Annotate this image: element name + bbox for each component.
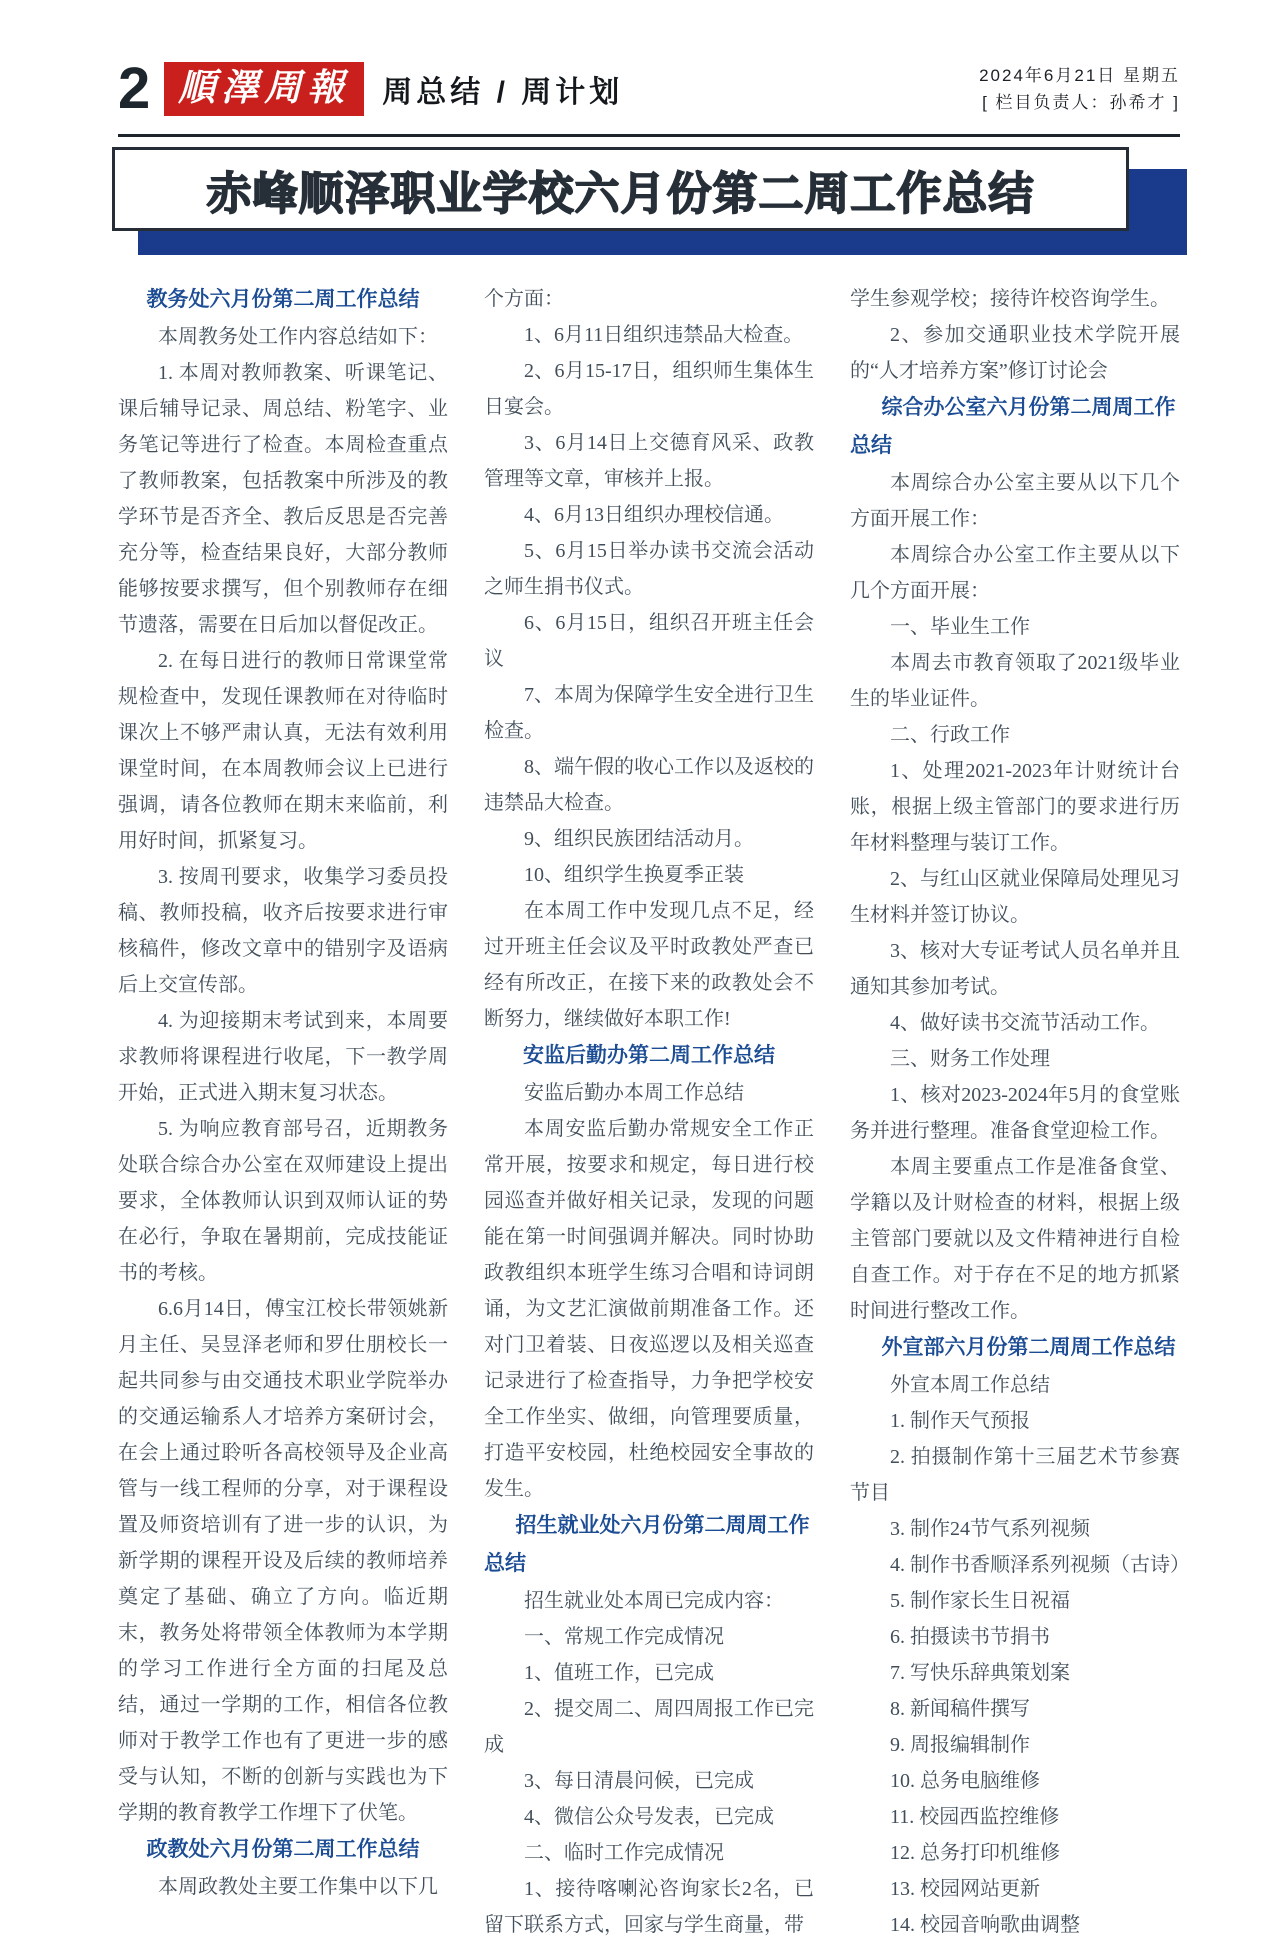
paragraph: 5. 制作家长生日祝福	[890, 1590, 1070, 1612]
paragraph: 3、6月14日上交德育风采、政教管理等文章，审核并上报。	[484, 432, 814, 490]
main-headline: 赤峰顺泽职业学校六月份第二周工作总结	[206, 167, 1035, 219]
paragraph: 8、端午假的收心工作以及返校的违禁品大检查。	[484, 756, 814, 814]
paragraph: 12. 总务打印机维修	[890, 1842, 1060, 1864]
paragraph: 本周综合办公室工作主要从以下几个方面开展：	[850, 544, 1180, 602]
paragraph: 4. 为迎接期末考试到来，本周要求教师将课程进行收尾，下一教学周开始，正式进入期末复习状态。	[118, 1010, 448, 1104]
paragraph: 10、组织学生换夏季正装	[524, 864, 744, 886]
paragraph: 3. 按周刊要求，收集学习委员投稿、教师投稿，收齐后按要求进行审核稿件，修改文章中的错别字及语病后上交宣传部。	[118, 866, 448, 996]
paragraph: 本周安监后勤办常规安全工作正常开展，按要求和规定，每日进行校园巡查并做好相关记录，发现的问题能在第一时间强调并解决。同时协助政教组织本班学生练习合唱和诗词朗诵，为文艺汇演做前期准备工作。还对门卫着装、日夜巡逻以及相关巡查记录进行了检查指导，力争把学校安全工作坐实、做细，向管理要质量，打造平安校园，杜绝校园安全事故的发生。	[484, 1118, 814, 1500]
paragraph: 5、6月15日举办读书交流会活动之师生捐书仪式。	[484, 540, 814, 598]
paragraph: 7. 写快乐辞典策划案	[890, 1662, 1070, 1684]
paragraph: 1、处理2021-2023年计财统计台账，根据上级主管部门的要求进行历年材料整理与装订工作。	[850, 760, 1180, 854]
paragraph: 2、参加交通职业技术学院开展的“人才培养方案”修订讨论会	[850, 324, 1180, 382]
paragraph: 11. 校园西监控维修	[890, 1806, 1060, 1828]
paragraph: 本周综合办公室主要从以下几个方面开展工作：	[850, 472, 1180, 530]
header-rule	[118, 134, 1180, 137]
paragraph: 1. 本周对教师教案、听课笔记、课后辅导记录、周总结、粉笔字、业务笔记等进行了检查。本周检查重点了教师教案，包括教案中所涉及的教学环节是否齐全、教后反思是否完善充分等，检查结果良好，大部分教师能够按要求撰写，但个别教师存在细节遗落，需要在日后加以督促改正。	[118, 362, 448, 636]
issue-date: 2024年6月21日 星期五	[979, 66, 1180, 85]
paragraph: 三、财务工作处理	[890, 1048, 1050, 1070]
paragraph: 4. 制作书香顺泽系列视频（古诗）	[890, 1554, 1190, 1576]
paragraph: 1、值班工作，已完成	[524, 1662, 714, 1684]
paragraph: 3. 制作24节气系列视频	[890, 1518, 1090, 1540]
paragraph: 10. 总务电脑维修	[890, 1770, 1040, 1792]
paragraph: 7、本周为保障学生安全进行卫生检查。	[484, 684, 814, 742]
paragraph: 5. 为响应教育部号召，近期教务处联合综合办公室在双师建设上提出要求，全体教师认识到双师认证的势在必行，争取在暑期前，完成技能证书的考核。	[118, 1118, 448, 1284]
paragraph: 4、做好读书交流节活动工作。	[890, 1012, 1160, 1034]
paragraph: 招生就业处本周已完成内容：	[524, 1590, 784, 1612]
column-editor: [ 栏目负责人：孙希才 ]	[982, 93, 1180, 112]
section-heading: 综合办公室六月份第二周周工作总结	[850, 396, 1176, 457]
section-heading: 外宣部六月份第二周周工作总结	[881, 1336, 1176, 1359]
paragraph: 1. 制作天气预报	[890, 1410, 1030, 1432]
column-1	[118, 281, 448, 1943]
section-title: 周总结 / 周计划	[382, 76, 624, 109]
paragraph: 本周教务处工作内容总结如下：	[158, 326, 438, 348]
paragraph: 13. 校园网站更新	[890, 1878, 1040, 1900]
paragraph: 6. 拍摄读书节捐书	[890, 1626, 1050, 1648]
paragraph: 3、核对大专证考试人员名单并且通知其参加考试。	[850, 940, 1180, 998]
paragraph: 9、组织民族团结活动月。	[524, 828, 754, 850]
paragraph: 个方面：	[484, 288, 564, 310]
paragraph: 1、6月11日组织违禁品大检查。	[524, 324, 804, 346]
paragraph: 3、每日清晨问候，已完成	[524, 1770, 754, 1792]
header-meta	[979, 62, 1180, 116]
paragraph: 本周主要重点工作是准备食堂、学籍以及计财检查的材料，根据上级主管部门要就以及文件精神进行自检自查工作。对于存在不足的地方抓紧时间进行整改工作。	[850, 1156, 1180, 1322]
paragraph: 2、提交周二、周四周报工作已完成	[484, 1698, 814, 1756]
paragraph: 2、6月15-17日，组织师生集体生日宴会。	[484, 360, 814, 418]
paragraph: 一、常规工作完成情况	[524, 1626, 724, 1648]
paragraph: 9. 周报编辑制作	[890, 1734, 1030, 1756]
paragraph: 2、与红山区就业保障局处理见习生材料并签订协议。	[850, 868, 1180, 926]
section-heading: 安监后勤办第二周工作总结	[523, 1044, 775, 1067]
paragraph: 二、行政工作	[890, 724, 1010, 746]
paragraph: 外宣本周工作总结	[890, 1374, 1050, 1396]
paragraph: 安监后勤办本周工作总结	[524, 1082, 744, 1104]
headline-banner	[118, 147, 1180, 259]
column-3	[850, 281, 1190, 1943]
paragraph: 4、微信公众号发表，已完成	[524, 1806, 774, 1828]
section-heading: 教务处六月份第二周工作总结	[146, 288, 420, 311]
paragraph: 二、临时工作完成情况	[524, 1842, 724, 1864]
paragraph: 1、接待喀喇沁咨询家长2名，已留下联系方式，回家与学生商量，带	[484, 1878, 814, 1936]
paragraph: 8. 新闻稿件撰写	[890, 1698, 1030, 1720]
paragraph: 2. 在每日进行的教师日常课堂常规检查中，发现任课教师在对待临时课次上不够严肃认真，无法有效利用课堂时间，在本周教师会议上已进行强调，请各位教师在期末来临前，利用好时间，抓紧复习。	[118, 650, 448, 852]
paragraph: 学生参观学校；接待许校咨询学生。	[850, 288, 1170, 310]
paragraph: 一、毕业生工作	[890, 616, 1030, 638]
paragraph: 6、6月15日，组织召开班主任会议	[484, 612, 814, 670]
paragraph: 14. 校园音响歌曲调整	[890, 1914, 1080, 1936]
paragraph: 4、6月13日组织办理校信通。	[524, 504, 784, 526]
banner-box	[112, 147, 1129, 231]
paragraph: 本周政教处主要工作集中以下几	[158, 1876, 438, 1898]
paragraph: 本周去市教育领取了2021级毕业生的毕业证件。	[850, 652, 1180, 710]
paragraph: 1、核对2023-2024年5月的食堂账务并进行整理。准备食堂迎检工作。	[850, 1084, 1180, 1142]
section-heading: 招生就业处六月份第二周周工作总结	[484, 1514, 810, 1575]
page-header	[118, 56, 1180, 121]
column-2	[484, 281, 814, 1943]
masthead-logo: 順澤周報	[164, 62, 364, 116]
section-heading: 政教处六月份第二周工作总结	[146, 1838, 420, 1861]
paragraph: 2. 拍摄制作第十三届艺术节参赛节目	[850, 1446, 1180, 1504]
paragraph: 6.6月14日，傅宝江校长带领姚新月主任、吴昱泽老师和罗仕朋校长一起共同参与由交通技术职业学院举办的交通运输系人才培养方案研讨会，在会上通过聆听各高校领导及企业高管与一线工程师的分享，对于课程设置及师资培训有了进一步的认识，为新学期的课程开设及后续的教师培养奠定了基础、确立了方向。临近期末，教务处将带领全体教师为本学期的学习工作进行全方面的扫尾及总结，通过一学期的工作，相信各位教师对于教学工作也有了更进一步的感受与认知，不断的创新与实践也为下学期的教育教学工作埋下了伏笔。	[118, 1298, 448, 1824]
paragraph: 在本周工作中发现几点不足，经过开班主任会议及平时政教处严查已经有所改正，在接下来的政教处会不断努力，继续做好本职工作!	[484, 900, 814, 1030]
article-columns	[118, 281, 1190, 1943]
page-number: 2	[118, 56, 151, 121]
